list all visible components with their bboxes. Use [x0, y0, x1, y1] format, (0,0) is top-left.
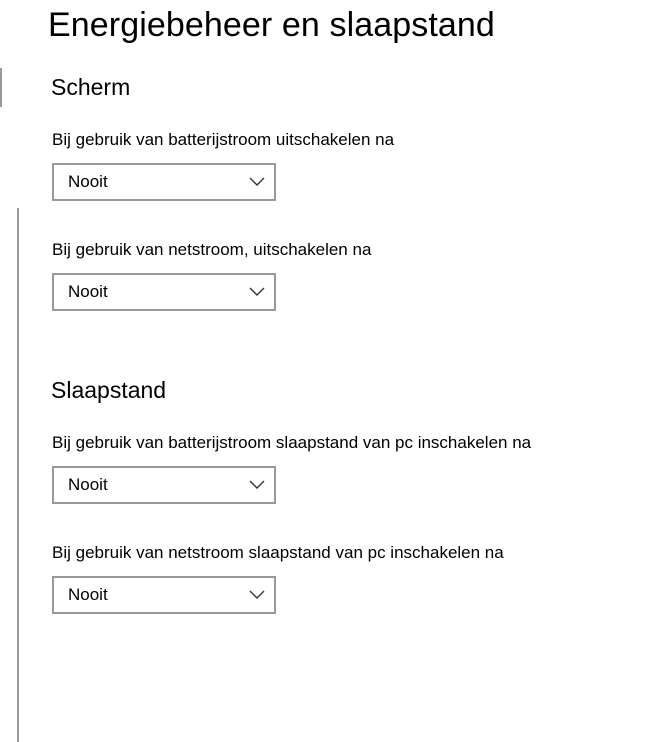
chevron-down-icon: [248, 476, 266, 494]
dropdown-value: Nooit: [68, 475, 108, 494]
screen-battery-dropdown[interactable]: [52, 163, 276, 201]
dropdown-value: Nooit: [68, 585, 108, 604]
left-accent-bar-top: [0, 68, 2, 107]
chevron-down-icon: [248, 283, 266, 301]
left-accent-bar: [17, 208, 19, 742]
dropdown-value: Nooit: [68, 172, 108, 191]
section-title-scherm: Scherm: [51, 74, 131, 100]
chevron-down-icon: [248, 173, 266, 191]
sleep-battery-label: Bij gebruik van batterijstroom slaapstand van pc inschakelen na: [52, 433, 532, 452]
chevron-down-icon: [248, 586, 266, 604]
dropdown-value: Nooit: [68, 282, 108, 301]
screen-plugged-dropdown[interactable]: [52, 273, 276, 311]
page-title: Energiebeheer en slaapstand: [48, 6, 495, 44]
sleep-battery-dropdown[interactable]: [52, 466, 276, 504]
sleep-plugged-label: Bij gebruik van netstroom slaapstand van pc inschakelen na: [52, 543, 504, 562]
screen-plugged-label: Bij gebruik van netstroom, uitschakelen na: [52, 240, 372, 259]
screen-battery-label: Bij gebruik van batterijstroom uitschakelen na: [52, 130, 395, 149]
section-title-slaapstand: Slaapstand: [51, 377, 167, 403]
sleep-plugged-dropdown[interactable]: [52, 576, 276, 614]
